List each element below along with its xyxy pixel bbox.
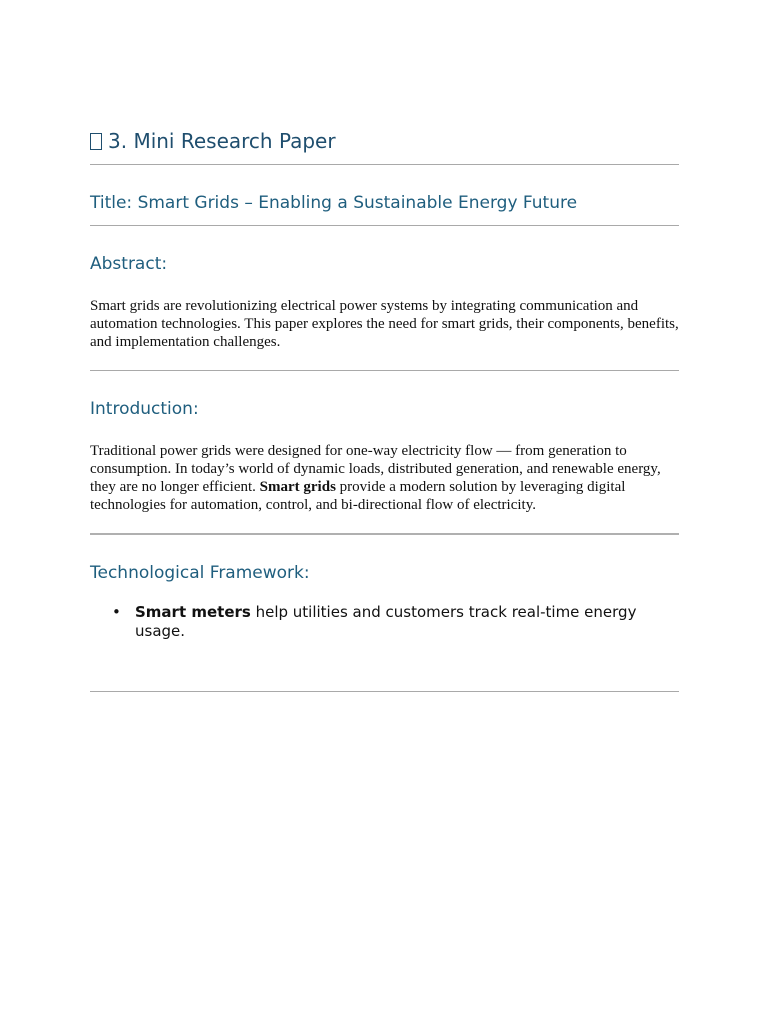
list-item-text: help utilities and customers track real-time energy usage. (135, 603, 637, 640)
divider (90, 691, 679, 692)
paper-title: Title: Smart Grids – Enabling a Sustainable Energy Future (90, 193, 578, 213)
introduction-heading: Introduction: (90, 399, 199, 419)
section-heading (90, 127, 336, 155)
abstract-heading: Abstract: (90, 254, 168, 274)
abstract-text: Smart grids are revolutionizing electrical power systems by integrating communication and automation technologies. This paper explores the need for smart grids, their components, benefits, and implementation challenges. (90, 298, 679, 350)
framework-list (90, 603, 679, 641)
divider (90, 370, 679, 371)
introduction-text-part: provide a modern solution by leveraging digital technologies for automation, control, and bi-directional flow of electricity. (90, 479, 626, 513)
divider (90, 164, 679, 165)
bullet-icon: • (112, 603, 121, 621)
framework-heading: Technological Framework: (90, 563, 310, 583)
section-heading-text: 3. Mini Research Paper (108, 129, 336, 153)
introduction-text (90, 442, 679, 514)
list-item (90, 603, 679, 641)
list-item-bold: Smart meters (135, 603, 251, 621)
missing-glyph-icon (90, 133, 102, 150)
divider (90, 533, 679, 535)
introduction-bold-term: Smart grids (259, 479, 336, 495)
introduction-text-part: Traditional power grids were designed for one-way electricity flow — from generation to consumption. In today’s world of dynamic loads, distributed generation, and renewable energy, they are no longer efficient. (90, 443, 661, 495)
divider (90, 225, 679, 226)
